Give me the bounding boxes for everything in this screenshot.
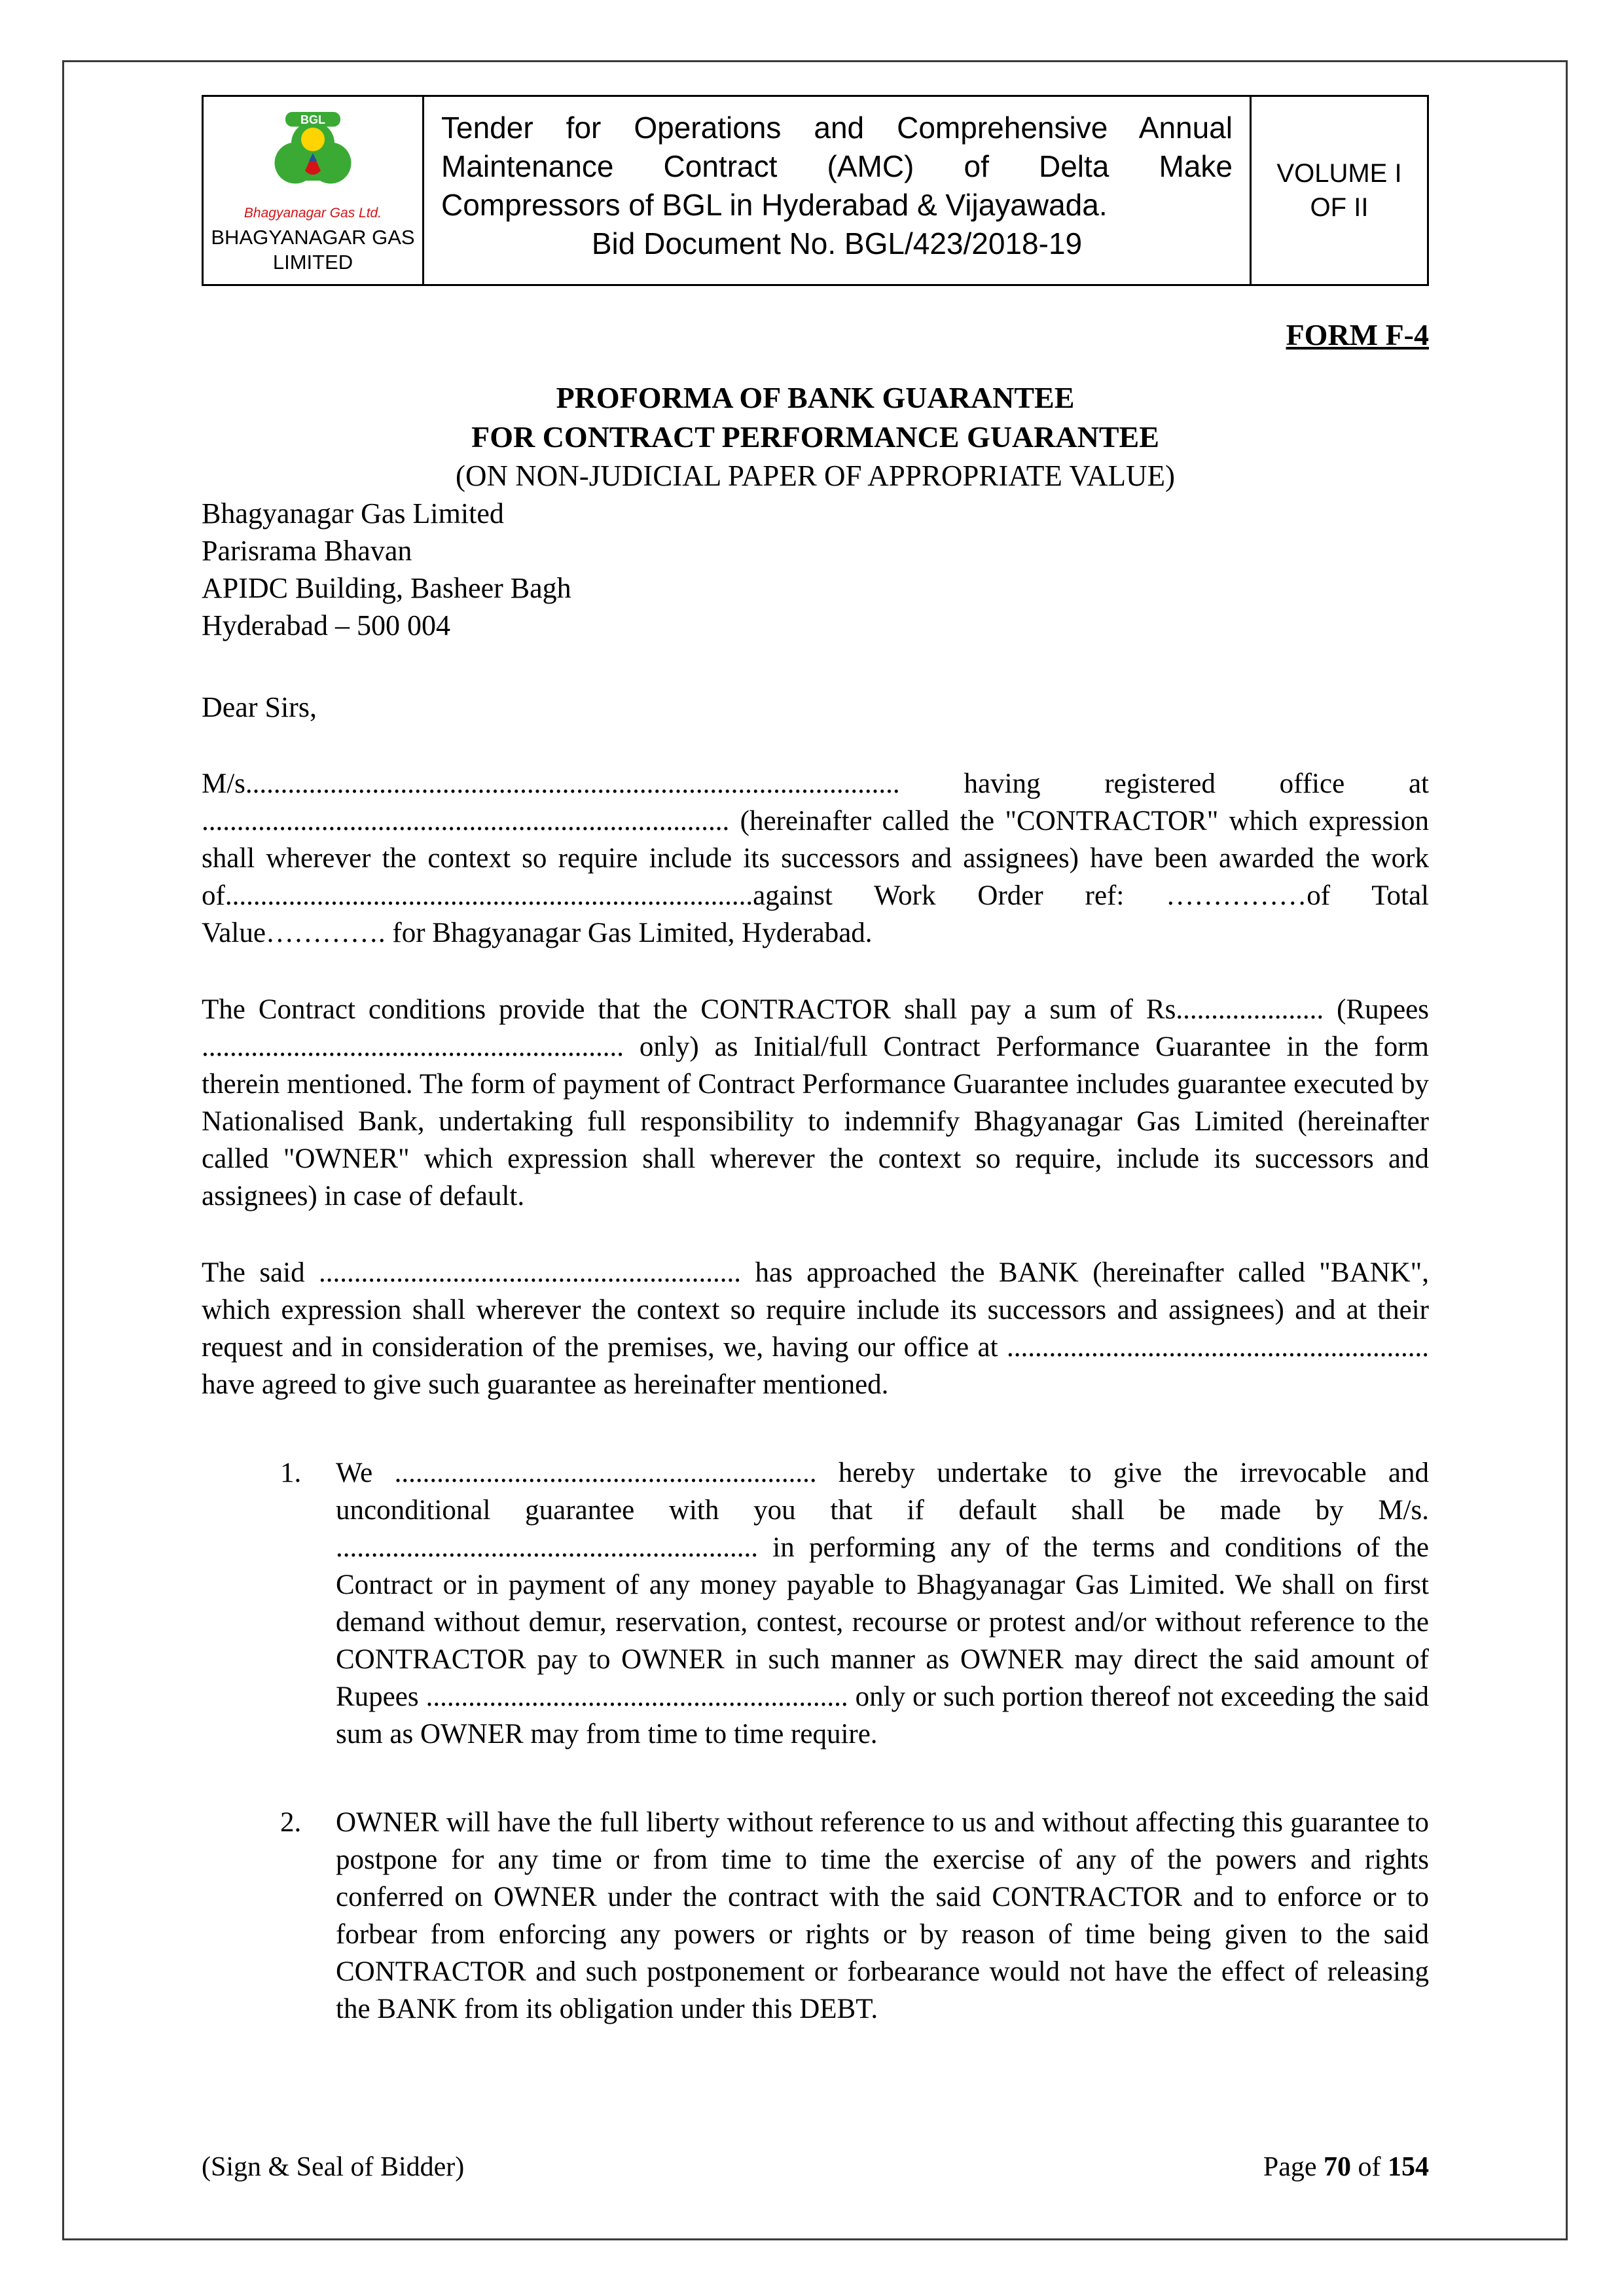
tender-title-line1: Tender for Operations and Comprehensive Annual	[441, 111, 1233, 145]
page-subtitle-note: (ON NON-JUDICIAL PAPER OF APPROPRIATE VALUE)	[456, 459, 1175, 492]
logo-caption: Bhagyanagar Gas Ltd.	[244, 206, 382, 221]
address-line: Bhagyanagar Gas Limited	[202, 497, 504, 529]
bid-document-number: Bid Document No. BGL/423/2018-19	[591, 226, 1083, 260]
address-line: Parisrama Bhavan	[202, 535, 412, 567]
body-paragraph: The Contract conditions provide that the CONTRACTOR shall pay a sum of Rs..................... (Rupees ............................................................ only) as Initial/full Contract Performance Guarantee in the form therein mentioned. The form of payment of Contract Performance Guarantee includes guarantee executed by Nationalised Bank, undertaking full responsibility to indemnify Bhagyanagar Gas Limited (hereinafter called "OWNER" which expression shall wherever the context so require, include its successors and assignees) in case of default.	[202, 994, 1429, 1211]
org-name-line1: BHAGYANAGAR GAS	[211, 226, 415, 249]
volume-cell	[1252, 97, 1427, 284]
clause-text: We ............................................................ hereby undertake to give the irrevocable and unconditional guarantee with you that if default shall be made by M/s. ............................................................ in performing any of the terms and conditions of the Contract or in payment of any money payable to Bhagyanagar Gas Limited. We shall on first demand without demur, reservation, contest, recourse or protest and/or without reference to the CONTRACTOR pay to OWNER in such manner as OWNER may direct the said amount of Rupees ............................................................ only or such portion thereof not exceeding the said sum as OWNER may from time to time require.	[336, 1458, 1429, 1749]
logo-acronym: BGL	[300, 113, 325, 126]
body-paragraph: M/s............................................................................................. having registered office at ........................................................................... (hereinafter called the "CONTRACTOR" which expression shall wherever the context so require include its successors and assignees) have been awarded the work of...........................................................................against Work Order ref: ……………of Total Value…………. for Bhagyanagar Gas Limited, Hyderabad.	[202, 768, 1429, 948]
document-header	[202, 95, 1429, 286]
page-content	[202, 95, 1429, 2028]
clause-number: 2.	[280, 1807, 302, 1838]
clause-item	[280, 1454, 1429, 1753]
volume-line1: VOLUME I	[1276, 159, 1402, 188]
footer-page-indicator: Page 70 of 154	[1263, 2152, 1429, 2182]
page-title: PROFORMA OF BANK GUARANTEE	[556, 381, 1075, 414]
volume-line2: OF II	[1310, 193, 1369, 222]
logo-cell	[204, 97, 424, 284]
org-name-line2: LIMITED	[272, 251, 353, 274]
address-line: Hyderabad – 500 004	[202, 609, 451, 641]
clause-list	[202, 1454, 1429, 2028]
page-subtitle: FOR CONTRACT PERFORMANCE GUARANTEE	[471, 420, 1159, 454]
body-paragraph: The said ............................................................ has approached the BANK (hereinafter called "BANK", which expression shall wherever the context so require include its successors and assignees) and at their request and in consideration of the premises, we, having our office at ............................................................ have agreed to give such guarantee as hereinafter mentioned.	[202, 1257, 1429, 1400]
page-footer	[202, 2151, 1429, 2183]
bgl-logo-icon	[264, 106, 362, 204]
address-line: APIDC Building, Basheer Bagh	[202, 572, 571, 604]
form-label: FORM F-4	[1286, 318, 1429, 351]
clause-text: OWNER will have the full liberty without reference to us and without affecting this guarantee to postpone for any time or from time to time the exercise of any of the powers and rights conferred on OWNER under the contract with the said CONTRACTOR and to enforce or to forbear from enforcing any powers or rights or by reason of time being given to the said CONTRACTOR and such postponement or forbearance would not have the effect of releasing the BANK from its obligation under this DEBT.	[336, 1807, 1429, 2024]
clause-number: 1.	[280, 1458, 302, 1488]
page-total: 154	[1388, 2152, 1429, 2182]
tender-title-line2: Maintenance Contract (AMC) of Delta Make	[441, 149, 1233, 183]
clause-item	[280, 1804, 1429, 2028]
salutation: Dear Sirs,	[202, 691, 317, 723]
tender-title-line3: Compressors of BGL in Hyderabad & Vijayawada.	[441, 188, 1108, 222]
tender-title-cell	[424, 97, 1252, 284]
footer-sign-seal: (Sign & Seal of Bidder)	[202, 2152, 465, 2182]
address-block	[202, 495, 1429, 644]
page-number: 70	[1324, 2152, 1351, 2182]
